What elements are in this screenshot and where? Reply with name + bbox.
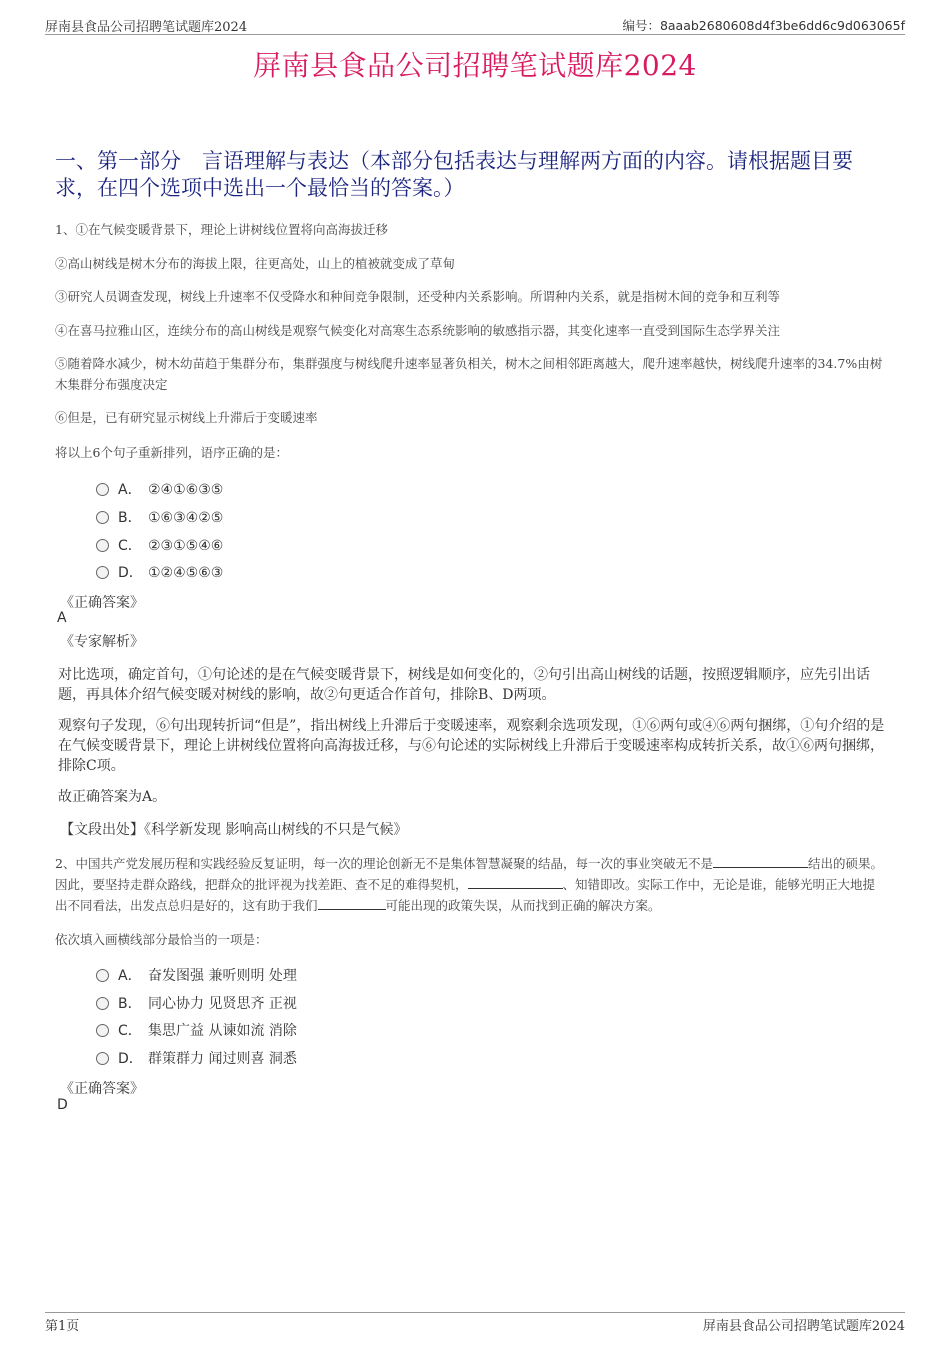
page-header (45, 14, 905, 35)
q2-prompt: 依次填入画横线部分最恰当的一项是： (55, 932, 268, 947)
page-title: 屏南县食品公司招聘笔试题库2024 (253, 49, 697, 82)
q2-answer: D (57, 1097, 68, 1113)
blank-3 (318, 897, 386, 910)
q2-option-a[interactable]: A． 奋发图强 兼听则明 处理 (96, 965, 297, 985)
page-number: 第1页 (45, 1319, 80, 1334)
q1-sentence-1: 1、①在气候变暖背景下，理论上讲树线位置将向高海拔迁移 (55, 222, 388, 237)
page-footer (45, 1312, 905, 1334)
q1-answer-label: 《正确答案》 (60, 595, 144, 611)
q1-sentence-3: ③研究人员调查发现，树线上升速率不仅受降水和种间竞争限制，还受种内关系影响。所谓种内关系，就是指树木间的竞争和互利等 (55, 289, 781, 304)
q1-answer: A (57, 610, 67, 626)
radio-icon[interactable] (96, 997, 109, 1010)
blank-2 (468, 876, 563, 889)
q1-option-b[interactable]: B． ①⑥③④②⑤ (96, 507, 223, 527)
radio-icon[interactable] (96, 1024, 109, 1037)
q1-sentence-2: ②高山树线是树木分布的海拔上限，往更高处，山上的植被就变成了草甸 (55, 256, 456, 271)
q1-option-c[interactable]: C． ②③①⑤④⑥ (96, 535, 223, 555)
header-doc-id: 编号：8aaab2680608d4f3be6dd6c9d063065f (622, 18, 905, 33)
footer-doc-title: 屏南县食品公司招聘笔试题库2024 (702, 1319, 905, 1334)
q1-prompt: 将以上6个句子重新排列，语序正确的是： (55, 445, 288, 460)
radio-icon[interactable] (96, 483, 109, 496)
section-heading: 一、第一部分 言语理解与表达（本部分包括表达与理解两方面的内容。请根据题目要求，在四个选项中选出一个最恰当的答案。） (55, 149, 853, 200)
radio-icon[interactable] (96, 566, 109, 579)
q2-option-d[interactable]: D． 群策群力 闻过则喜 洞悉 (96, 1048, 297, 1068)
q2-stem: 2、中国共产党发展历程和实践经验反复证明，每一次的理论创新无不是集体智慧凝聚的结晶，每一次的事业突破无不是 结出的硕果。因此，要坚持走群众路线，把群众的批评视为找差距、查不足的难得契机， 、知错即改。实际工作中，无论是谁，能够光明正大地提出不同看法，出发点总归是好的，这有助于我们 可能出现的政策失误，从而找到正确的解决方案。 (55, 856, 883, 913)
q2-answer-label: 《正确答案》 (60, 1081, 144, 1097)
header-doc-title: 屏南县食品公司招聘笔试题库2024 (45, 20, 248, 35)
q2-option-b[interactable]: B． 同心协力 见贤思齐 正视 (96, 993, 297, 1013)
radio-icon[interactable] (96, 539, 109, 552)
q1-analysis-label: 《专家解析》 (60, 634, 144, 650)
radio-icon[interactable] (96, 1052, 109, 1065)
q1-source: 【文段出处】《科学新发现 影响高山树线的不只是气候》 (60, 822, 408, 838)
q1-analysis-paragraph-2: 观察句子发现，⑥句出现转折词“但是”，指出树线上升滞后于变暖速率，观察剩余选项发现，①⑥两句或④⑥两句捆绑，①句介绍的是在气候变暖背景下，理论上讲树线位置将向高海拔迁移，与⑥句论述的实际树线上升滞后于变暖速率构成转折关系，故①⑥两句捆绑，排除C项。 (58, 718, 885, 774)
radio-icon[interactable] (96, 511, 109, 524)
blank-1 (713, 855, 808, 868)
q2-option-c[interactable]: C． 集思广益 从谏如流 消除 (96, 1020, 297, 1040)
q1-analysis-conclusion: 故正确答案为A。 (58, 789, 167, 805)
radio-icon[interactable] (96, 969, 109, 982)
q1-sentence-6: ⑥但是，已有研究显示树线上升滞后于变暖速率 (55, 410, 318, 425)
q1-sentence-5: ⑤随着降水减少，树木幼苗趋于集群分布，集群强度与树线爬升速率显著负相关，树木之间相邻距离越大，爬升速率越快，树线爬升速率的34.7%由树木集群分布强度决定 (55, 356, 883, 392)
q1-option-a[interactable]: A． ②④①⑥③⑤ (96, 479, 223, 499)
q1-option-d[interactable]: D． ①②④⑤⑥③ (96, 562, 223, 582)
q1-analysis-paragraph-1: 对比选项，确定首句，①句论述的是在气候变暖背景下，树线是如何变化的，②句引出高山树线的话题，按照逻辑顺序，应先引出话题，再具体介绍气候变暖对树线的影响，故②句更适合作首句，排除B、D两项。 (58, 667, 870, 703)
q1-sentence-4: ④在喜马拉雅山区，连续分布的高山树线是观察气候变化对高寒生态系统影响的敏感指示器，其变化速率一直受到国际生态学界关注 (55, 323, 781, 338)
